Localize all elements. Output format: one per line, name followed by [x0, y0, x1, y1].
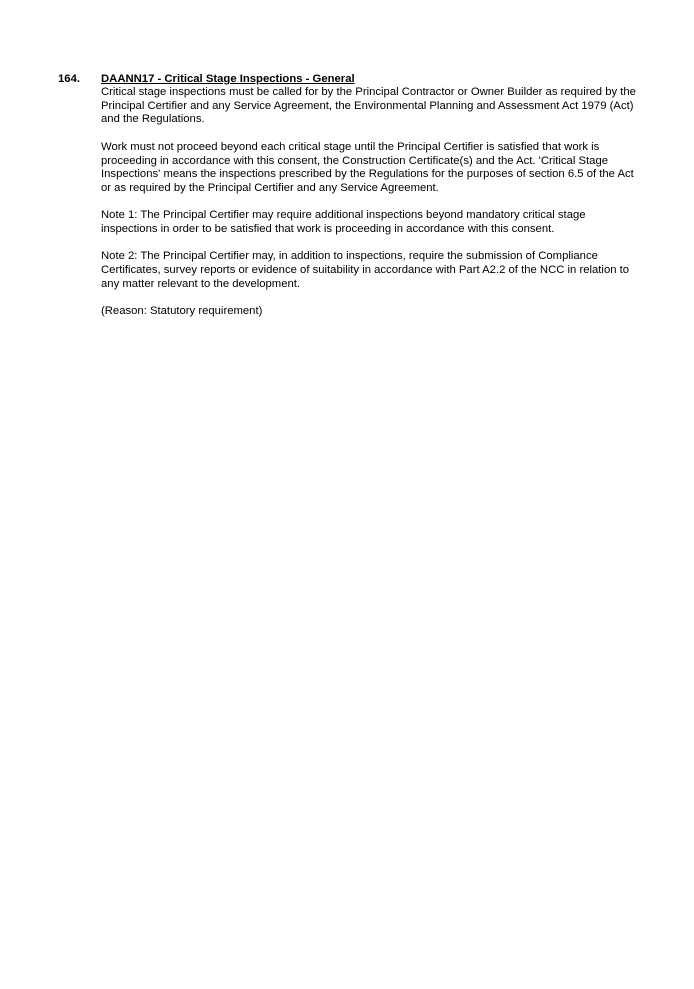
condition-note-1: Note 1: The Principal Certifier may require additional inspections beyond mandatory critical stage inspections in order to be satisfied that work is proceeding in accordance with this consent. [101, 209, 586, 235]
condition-reason: (Reason: Statutory requirement) [101, 305, 263, 318]
condition-number: 164. [58, 73, 80, 85]
condition-body [101, 72, 641, 319]
condition-164 [58, 72, 648, 333]
condition-paragraph-requirement: Critical stage inspections must be called for by the Principal Contractor or Owner Builder as required by the Principal Certifier and any Service Agreement, the Environmental Planning and Assessment Act 1979 (Act) and the Regulations. [101, 86, 636, 126]
condition-title: DAANN17 - Critical Stage Inspections - General [101, 73, 355, 85]
condition-note-2: Note 2: The Principal Certifier may, in addition to inspections, require the submission of Compliance Certificates, survey reports or evidence of suitability in accordance with Part A2.2 of the NCC in relation to any matter relevant to the development. [101, 250, 630, 290]
condition-paragraph-proceeding: Work must not proceed beyond each critical stage until the Principal Certifier is satisfied that work is proceeding in accordance with this consent, the Construction Certificate(s) and the Act. 'Critical Stage Inspections' means the inspections prescribed by the Regulations for the purposes of section 6.5 of the Act or as required by the Principal Certifier and any Service Agreement. [101, 140, 634, 194]
